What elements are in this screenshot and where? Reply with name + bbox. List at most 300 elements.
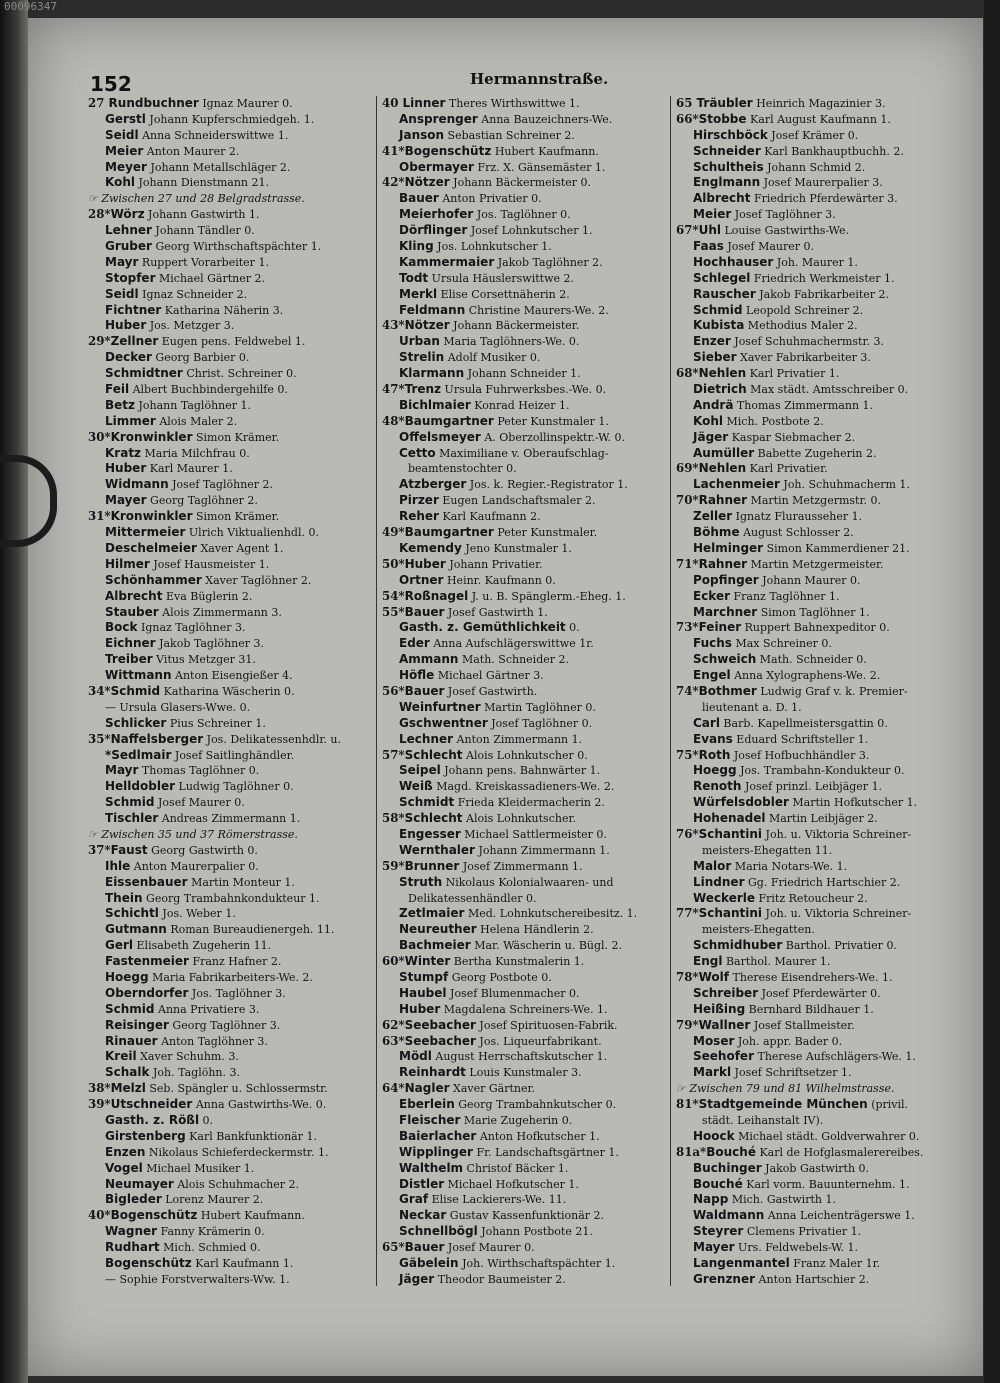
resident-name: Schlicker — [105, 715, 167, 730]
resident-details: Johann Privatier. — [445, 557, 543, 571]
resident-name: Gerstl — [105, 111, 146, 126]
resident-details: Math. Schneider 2. — [458, 653, 569, 667]
directory-entry — [88, 557, 378, 573]
resident-name: Eberlein — [399, 1097, 455, 1112]
resident-name: Oberndorfer — [105, 985, 189, 1000]
directory-entry — [676, 1208, 966, 1224]
directory-entry — [382, 1034, 672, 1050]
resident-details: Nikolaus Schieferdeckermstr. 1. — [145, 1145, 329, 1159]
resident-details: Simon Krämer. — [192, 510, 280, 524]
resident-name: Reher — [399, 509, 439, 524]
resident-details: Georg Wirthschaftspächter 1. — [151, 240, 322, 254]
resident-name: Englmann — [693, 175, 761, 190]
resident-name: Moser — [693, 1033, 735, 1048]
house-number: 70* — [676, 493, 699, 508]
directory-entry — [88, 128, 378, 144]
resident-details: Anna Bauzeichners-We. — [477, 112, 613, 126]
directory-entry — [676, 589, 966, 605]
directory-entry — [382, 891, 672, 907]
resident-name: Schmid — [105, 1001, 155, 1016]
directory-entry — [382, 525, 672, 541]
resident-details: Roman Bureaudienergeh. 11. — [166, 923, 335, 937]
resident-details: Hubert Kaufmann. — [491, 144, 599, 158]
resident-name: Dietrich — [693, 382, 747, 397]
directory-entry — [676, 748, 966, 764]
resident-details: Elise Lackierers-We. 11. — [428, 1193, 567, 1207]
resident-name: Napp — [693, 1192, 729, 1207]
resident-details: Anton Taglöhner 3. — [157, 1034, 268, 1048]
resident-name: Roßnagel — [404, 588, 469, 603]
resident-details: Michael Hofkutscher 1. — [444, 1177, 579, 1191]
directory-entry — [382, 207, 672, 223]
house-number: 59* — [382, 858, 405, 873]
resident-name: Hoegg — [693, 763, 737, 778]
resident-details: Jos. Weber 1. — [158, 907, 236, 921]
directory-entry — [676, 573, 966, 589]
directory-entry — [88, 271, 378, 287]
resident-details: Jos. Trambahn-Kondukteur 0. — [736, 764, 905, 778]
resident-name: Schultheis — [693, 159, 764, 174]
resident-details: Josef Maurerpalier 3. — [760, 176, 883, 190]
resident-details: Friedrich Pferdewärter 3. — [750, 192, 898, 206]
resident-details: Jos. Lohnkutscher 1. — [433, 240, 552, 254]
resident-name: Kubista — [693, 318, 745, 333]
resident-details: Louis Kunstmaler 3. — [465, 1066, 582, 1080]
resident-name: Haubel — [399, 985, 447, 1000]
resident-name: Andrä — [693, 397, 734, 412]
resident-details: Albert Buchbindergehilfe 0. — [129, 383, 288, 397]
resident-details: Konrad Heizer 1. — [470, 398, 570, 412]
directory-entry — [676, 1161, 966, 1177]
directory-entry — [676, 1240, 966, 1256]
resident-name: Lachenmeier — [693, 477, 780, 492]
resident-name: Neureuther — [399, 922, 477, 937]
resident-details: Alois Schuhmacher 2. — [173, 1177, 300, 1191]
resident-name: Kohl — [105, 175, 135, 190]
resident-details: Michael städt. Goldverwahrer 0. — [734, 1129, 920, 1143]
resident-details: (privil. — [867, 1098, 909, 1112]
directory-entry — [382, 1097, 672, 1113]
resident-name: Baumgartner — [404, 525, 494, 540]
column-1 — [88, 96, 378, 1286]
resident-details: Eduard Schriftsteller 1. — [732, 732, 869, 746]
resident-details: Christof Bäcker 1. — [463, 1161, 569, 1175]
house-number: 57* — [382, 747, 405, 762]
directory-entry — [88, 1240, 378, 1256]
resident-name: Malor — [693, 858, 732, 873]
resident-name: Girstenberg — [105, 1128, 186, 1143]
resident-details: beamtenstochter 0. — [408, 462, 517, 476]
directory-entry — [382, 255, 672, 271]
resident-details: August Schlosser 2. — [739, 526, 854, 540]
directory-entry — [382, 96, 672, 112]
resident-name: Melzl — [110, 1081, 146, 1096]
directory-entry — [88, 636, 378, 652]
directory-entry — [676, 970, 966, 986]
resident-details: Jakob Gastwirth 0. — [761, 1161, 870, 1175]
resident-name: Kreil — [105, 1049, 137, 1064]
directory-entry — [382, 652, 672, 668]
resident-name: Strelin — [399, 350, 445, 365]
directory-entry — [88, 1049, 378, 1065]
resident-name: Fastenmeier — [105, 954, 189, 969]
resident-details: Xaver Taglöhner 2. — [201, 573, 312, 587]
directory-entry — [382, 541, 672, 557]
directory-entry — [676, 763, 966, 779]
directory-entry — [676, 1272, 966, 1286]
directory-entry — [382, 700, 672, 716]
resident-name: Wagner — [105, 1224, 158, 1239]
directory-entry — [382, 493, 672, 509]
resident-name: Nagler — [404, 1081, 450, 1096]
resident-details: Anna Privatiere 3. — [154, 1002, 260, 1016]
house-number: 74* — [676, 683, 699, 698]
resident-name: Rahner — [698, 556, 748, 571]
resident-name: Weiß — [399, 779, 433, 794]
directory-entry — [88, 954, 378, 970]
directory-entry — [676, 652, 966, 668]
directory-entry — [88, 652, 378, 668]
resident-name: Kling — [399, 239, 434, 254]
directory-entry — [88, 1256, 378, 1272]
directory-entry — [382, 1192, 672, 1208]
directory-entry — [382, 970, 672, 986]
directory-entry — [88, 859, 378, 875]
resident-name: Schlegel — [693, 270, 751, 285]
resident-name: Mayer — [105, 493, 147, 508]
directory-entry — [88, 1034, 378, 1050]
directory-entry — [382, 350, 672, 366]
directory-entry — [382, 748, 672, 764]
house-number: 40 — [382, 96, 403, 110]
resident-details: Elise Corsettnäherin 2. — [437, 287, 570, 301]
resident-details: Lorenz Maurer 2. — [161, 1193, 264, 1207]
resident-details: Ludwig Taglöhner 0. — [175, 780, 294, 794]
resident-details: Math. Schneider 0. — [756, 653, 867, 667]
directory-entry — [88, 811, 378, 827]
resident-name: Feil — [105, 382, 130, 397]
directory-entry — [88, 589, 378, 605]
resident-details: Georg Taglöhner 2. — [146, 494, 258, 508]
resident-details: Josef Hausmeister 1. — [149, 557, 270, 571]
resident-details: Ignatz Flurausseher 1. — [732, 510, 863, 524]
resident-details: Franz Hafner 2. — [188, 955, 282, 969]
resident-details: Joh. u. Viktoria Schreiner- — [762, 907, 912, 921]
resident-name: Limmer — [105, 413, 156, 428]
resident-name: Reisinger — [105, 1017, 169, 1032]
resident-details: Josef Stallmeister. — [750, 1018, 855, 1032]
directory-entry — [382, 477, 672, 493]
directory-entry — [676, 986, 966, 1002]
resident-details: ☞ Zwischen 79 und 81 Wilhelmstrasse. — [676, 1082, 895, 1096]
resident-details: Therese Eisendrehers-We. 1. — [728, 970, 893, 984]
resident-details: Martin Taglöhner 0. — [480, 700, 596, 714]
resident-details: Mich. Gastwirth 1. — [728, 1193, 836, 1207]
directory-entry — [676, 350, 966, 366]
house-number: 47* — [382, 382, 405, 397]
directory-entry — [88, 303, 378, 319]
resident-name: Winter — [404, 954, 451, 969]
directory-entry — [676, 795, 966, 811]
resident-name: Huber — [105, 461, 147, 476]
directory-entry — [676, 112, 966, 128]
resident-details: Babette Zugeherin 2. — [754, 446, 877, 460]
resident-name: Zeller — [693, 509, 733, 524]
directory-entry — [88, 1081, 378, 1097]
resident-details: Alois Zimmermann 3. — [158, 605, 282, 619]
resident-details: Josef prinzl. Leibjäger 1. — [741, 780, 883, 794]
resident-name: Aumüller — [693, 445, 755, 460]
resident-details: Joh. Wirthschaftspächter 1. — [458, 1257, 616, 1271]
resident-name: Ihle — [105, 858, 131, 873]
resident-details: Georg Barbier 0. — [151, 351, 250, 365]
resident-name: Hoock — [693, 1128, 735, 1143]
directory-entry — [676, 191, 966, 207]
directory-entry — [676, 1113, 966, 1129]
resident-name: Rudhart — [105, 1240, 160, 1255]
resident-details: Elisabeth Zugeherin 11. — [133, 939, 272, 953]
resident-name: Baumgartner — [404, 413, 494, 428]
resident-name: Engel — [693, 668, 731, 683]
resident-name: Schmidt — [399, 795, 455, 810]
resident-name: Bouché — [693, 1176, 743, 1191]
directory-entry — [88, 779, 378, 795]
resident-details: Theres Wirthswittwe 1. — [445, 97, 580, 110]
resident-details: Gustav Kassenfunktionär 2. — [446, 1209, 605, 1223]
resident-details: Maria Fabrikarbeiters-We. 2. — [148, 970, 313, 984]
resident-name: Jäger — [693, 429, 729, 444]
resident-details: Jos. k. Regier.-Registrator 1. — [466, 478, 628, 492]
directory-entry — [88, 843, 378, 859]
resident-name: Bauer — [399, 191, 439, 206]
resident-details: Anna Xylographens-We. 2. — [730, 669, 881, 683]
house-number: 73* — [676, 620, 699, 635]
house-number: 42* — [382, 175, 405, 190]
directory-entry — [88, 605, 378, 621]
directory-entry — [676, 318, 966, 334]
directory-entry — [88, 906, 378, 922]
resident-details: A. Oberzollinspektr.-W. 0. — [480, 430, 625, 444]
resident-details: Mar. Wäscherin u. Bügl. 2. — [470, 939, 623, 953]
directory-entry — [88, 112, 378, 128]
directory-entry — [676, 207, 966, 223]
resident-name: Nehlen — [698, 366, 747, 381]
resident-name: Weinfurtner — [399, 699, 481, 714]
section-note — [676, 1081, 966, 1097]
resident-details: Johann Dienstmann 21. — [135, 176, 269, 190]
directory-entry — [382, 1272, 672, 1286]
directory-entry — [676, 1192, 966, 1208]
resident-name: Schmid — [110, 683, 161, 698]
house-number: 49* — [382, 525, 405, 540]
resident-details: Johann Bäckermeister 0. — [449, 176, 592, 190]
resident-details: Mich. Schmied 0. — [159, 1241, 261, 1255]
resident-name: Bogenschütz — [110, 1208, 198, 1223]
directory-entry — [88, 875, 378, 891]
directory-entry — [676, 636, 966, 652]
resident-details: ☞ Zwischen 27 und 28 Belgradstrasse. — [88, 192, 305, 206]
resident-name: Engesser — [399, 826, 461, 841]
resident-name: Neckar — [399, 1208, 447, 1223]
resident-details: Karl Kaufmann 2. — [438, 510, 541, 524]
resident-details: Frieda Kleidermacherin 2. — [454, 796, 605, 810]
resident-name: Schmidhuber — [693, 938, 783, 953]
resident-name: Gschwentner — [399, 715, 488, 730]
resident-details: Anna Aufschlägerswittwe 1r. — [429, 637, 594, 651]
directory-entry — [382, 763, 672, 779]
resident-name: Janson — [399, 127, 445, 142]
resident-details: Joh. Taglöhn. 3. — [149, 1066, 240, 1080]
directory-entry — [382, 239, 672, 255]
street-header: Hermannstraße. — [470, 70, 609, 88]
resident-name: Graf — [399, 1192, 429, 1207]
resident-details: Josef Saitlinghändler. — [171, 748, 295, 762]
directory-entry — [676, 779, 966, 795]
resident-name: Wittmann — [105, 668, 172, 683]
directory-entry — [382, 636, 672, 652]
resident-details: Max städt. Amtsschreiber 0. — [746, 383, 909, 397]
resident-name: Bauer — [404, 604, 445, 619]
resident-name: Wörz — [110, 207, 145, 222]
directory-entry — [676, 446, 966, 462]
directory-entry — [382, 732, 672, 748]
directory-entry — [88, 366, 378, 382]
resident-details: Karl Privatier 1. — [746, 367, 840, 381]
resident-name: *Sedlmair — [105, 747, 172, 762]
resident-name: Waldmann — [693, 1208, 765, 1223]
directory-entry — [88, 732, 378, 748]
house-number: 77* — [676, 906, 699, 921]
directory-entry — [676, 1256, 966, 1272]
resident-details: Josef Krämer 0. — [767, 128, 859, 142]
resident-details: Anton Hofkutscher 1. — [476, 1129, 600, 1143]
house-number: 69* — [676, 461, 699, 476]
resident-details: Eugen pens. Feldwebel 1. — [158, 335, 306, 349]
resident-details: Bertha Kunstmalerin 1. — [450, 955, 585, 969]
resident-name: Meier — [693, 207, 732, 222]
directory-entry — [88, 430, 378, 446]
resident-name: Schantini — [698, 826, 763, 841]
resident-name: Schneider — [693, 143, 761, 158]
resident-name: Seipel — [399, 763, 441, 778]
directory-entry — [88, 986, 378, 1002]
resident-name: Helldobler — [105, 779, 176, 794]
resident-name: Bouché — [706, 1144, 756, 1159]
resident-details: ☞ Zwischen 35 und 37 Römerstrasse. — [88, 827, 298, 841]
resident-details: Jos. Metzger 3. — [146, 319, 235, 333]
directory-entry — [676, 668, 966, 684]
resident-details: Ignaz Taglöhner 3. — [137, 621, 246, 635]
directory-entry — [88, 795, 378, 811]
resident-details: Ignaz Schneider 2. — [138, 287, 248, 301]
house-number: 71* — [676, 556, 699, 571]
directory-entry — [88, 1018, 378, 1034]
resident-details: Simon Taglöhner 1. — [757, 605, 870, 619]
directory-entry — [676, 684, 966, 700]
resident-details: Josef Blumenmacher 0. — [446, 986, 580, 1000]
directory-entry — [88, 684, 378, 700]
resident-name: Lindner — [693, 874, 745, 889]
directory-entry — [676, 811, 966, 827]
directory-entry — [676, 557, 966, 573]
resident-name: Enzen — [105, 1144, 146, 1159]
resident-details: Johann Bäckermeister. — [449, 319, 580, 333]
house-number: 65 — [676, 96, 697, 110]
resident-details: Theodor Baumeister 2. — [434, 1272, 566, 1286]
resident-name: Hilmer — [105, 556, 150, 571]
resident-details: Johann Postbote 21. — [477, 1225, 593, 1239]
directory-entry — [88, 509, 378, 525]
resident-details: Maria Notars-We. 1. — [731, 859, 848, 873]
resident-name: Gutmann — [105, 922, 167, 937]
directory-entry — [88, 255, 378, 271]
directory-entry — [676, 891, 966, 907]
resident-name: Meierhofer — [399, 207, 474, 222]
resident-name: Feiner — [698, 620, 742, 635]
resident-details: Fritz Retoucheur 2. — [755, 891, 868, 905]
directory-entry — [382, 589, 672, 605]
resident-name: Offelsmeyer — [399, 429, 481, 444]
resident-name: Buchinger — [693, 1160, 762, 1175]
resident-details: Karl Maurer 1. — [146, 462, 233, 476]
directory-entry — [88, 287, 378, 303]
resident-name: Steyrer — [693, 1224, 744, 1239]
house-number: 30* — [88, 429, 111, 444]
page-edge-shadow — [984, 0, 1000, 1383]
resident-name: Rundbuchner — [108, 96, 199, 110]
resident-name: Huber — [404, 556, 446, 571]
directory-entry — [676, 1034, 966, 1050]
resident-details: Johann Gastwirth 1. — [144, 208, 260, 222]
resident-name: Wallner — [698, 1017, 751, 1032]
house-number: 54* — [382, 588, 405, 603]
resident-details: Heinr. Kaufmann 0. — [443, 573, 556, 587]
directory-entry — [88, 398, 378, 414]
resident-details: Michael Sattlermeister 0. — [460, 827, 607, 841]
resident-details: Anton Maurer 2. — [143, 144, 240, 158]
house-number: 27 — [88, 96, 109, 110]
resident-name: Schönhammer — [105, 572, 202, 587]
resident-details: Barb. Kapellmeistersgattin 0. — [719, 716, 888, 730]
resident-details: Josef Maurer 0. — [723, 240, 815, 254]
resident-name: Seidl — [105, 286, 139, 301]
directory-entry — [382, 827, 672, 843]
resident-details: Kaspar Siebmacher 2. — [728, 430, 856, 444]
resident-name: Dörflinger — [399, 223, 468, 238]
directory-entry — [382, 573, 672, 589]
resident-name: Fichtner — [105, 302, 162, 317]
house-number: 78* — [676, 969, 699, 984]
directory-entry — [676, 175, 966, 191]
resident-name: Kemendy — [399, 540, 462, 555]
resident-details: Alois Maler 2. — [155, 414, 238, 428]
resident-details: Helena Händlerin 2. — [476, 923, 594, 937]
resident-name: Langenmantel — [693, 1256, 790, 1271]
resident-name: Eder — [399, 636, 430, 651]
directory-entry — [676, 843, 966, 859]
directory-entry — [382, 1002, 672, 1018]
resident-details: Jos. Liqueurfabrikant. — [475, 1034, 602, 1048]
directory-entry — [382, 430, 672, 446]
house-number: 58* — [382, 811, 405, 826]
resident-details: Eva Büglerin 2. — [162, 589, 253, 603]
resident-details: Anna Leichenträgerswe 1. — [764, 1209, 915, 1223]
resident-details: Pius Schreiner 1. — [166, 716, 266, 730]
resident-details: Jakob Taglöhner 3. — [155, 637, 265, 651]
directory-entry — [676, 144, 966, 160]
resident-details: 0. — [565, 621, 580, 635]
directory-entry — [382, 922, 672, 938]
